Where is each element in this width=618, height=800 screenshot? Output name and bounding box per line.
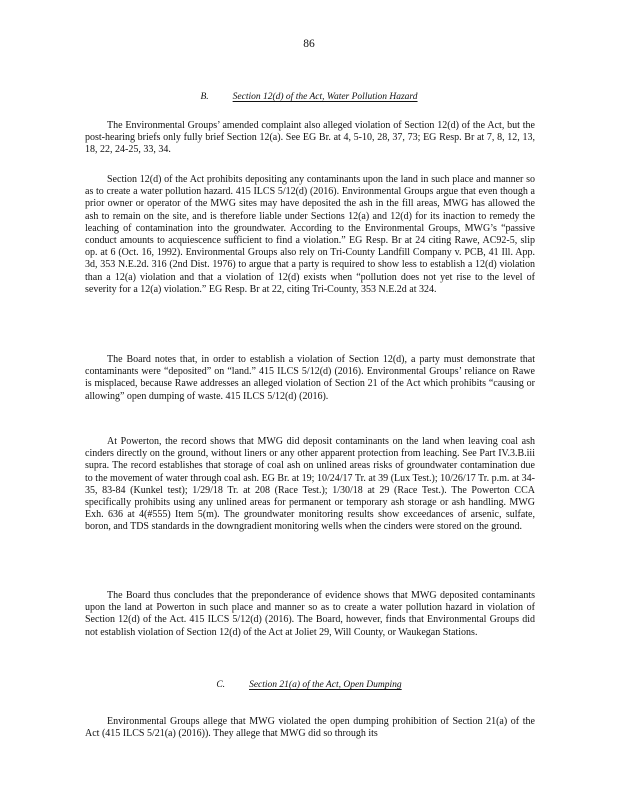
page-number: 86	[303, 38, 315, 50]
paragraph-4-text: At Powerton, the record shows that MWG did deposit contaminants on the land when leaving coal ash cinders directly on the ground, without liners or any other apparent protection from leaching. See Part IV.3.B.iii supra. The record establishes that storage of coal ash on unlined areas risks of groundwater contamination due to the movement of water through coal ash. EG Br. at 19; 10/24/17 Tr. at 39 (Lux Test.); 10/26/17 Tr. p.m. at 34-35, 83-84 (Kunkel test); 1/29/18 Tr. at 208 (Race Test.); 1/30/18 at 29 (Race Test.). The Powerton CCA specifically prohibits using any unlined areas for permanent or temporary ash storage or ash handling. MWG Exh. 636 at 4(#555) Item 5(m). The groundwater monitoring results show exceedances of arsenic, sulfate, boron, and TDS standards in the downgradient monitoring wells when the cinders were stored on the ground.	[85, 436, 535, 533]
paragraph-5	[85, 590, 535, 639]
section-c-letter: C.	[216, 680, 226, 690]
paragraph-4	[85, 436, 535, 534]
section-c-heading	[0, 680, 618, 690]
paragraph-3-text: The Board notes that, in order to establish a violation of Section 12(d), a party must demonstrate that contaminants were “deposited” on “land.” 415 ILCS 5/12(d) (2016). Environmental Groups’ reliance on Rawe is misplaced, because Rawe addresses an alleged violation of Section 21 of the Act which prohibits “causing or allowing” open dumping of waste. 415 ILCS 5/12(d) (2016).	[85, 354, 535, 402]
paragraph-1	[85, 120, 535, 157]
section-c-title: Section 21(a) of the Act, Open Dumping	[249, 680, 402, 690]
paragraph-2-text: Section 12(d) of the Act prohibits depositing any contaminants upon the land in such place and manner so as to create a water pollution hazard. 415 ILCS 5/12(d) (2016). Environmental Groups argue that even though a prior owner or operator of the MWG sites may have deposited the ash in the fill areas, MWG has allowed the ash to remain on the site, and is therefore liable under Sections 12(a) and 12(d) for its inaction to remedy the leaching of contamination into the groundwater. According to the Environmental Groups, MWG’s “passive conduct amounts to acquiescence sufficient to find a violation.” EG Resp. Br at 24 citing Rawe, AC92-5, slip op. at 6 (Oct. 16, 1992). Environmental Groups also rely on Tri-County Landfill Company v. PCB, 41 Ill. App. 3d, 353 N.E.2d. 316 (2nd Dist. 1976) to argue that a party is required to show less to establish a 12(d) violation than a 12(a) violation and that a violation of 12(d) exists when “pollution does not yet rise to the level of severity for a 12(a) violation.” EG Resp. Br at 22, citing Tri-County, 353 N.E.2d at 324.	[85, 174, 535, 295]
section-b-heading	[0, 92, 618, 102]
paragraph-3	[85, 354, 535, 403]
paragraph-1-text: The Environmental Groups’ amended complaint also alleged violation of Section 12(d) of the Act, but the post-hearing briefs only fully brief Section 12(a). See EG Br. at 4, 5-10, 28, 37, 73; EG Resp. Br at 7, 8, 12, 13, 18, 22, 24-25, 33, 34.	[85, 120, 535, 156]
paragraph-6	[85, 716, 535, 740]
section-b-letter: B.	[200, 92, 209, 102]
paragraph-5-text: The Board thus concludes that the preponderance of evidence shows that MWG deposited contaminants upon the land at Powerton in such place and manner so as to create a water pollution hazard in violation of Section 12(d) of the Act. 415 ILCS 5/12(d) (2016). The Board, however, finds that Environmental Groups did not establish violation of Section 12(d) of the Act at Joliet 29, Will County, or Waukegan Stations.	[85, 590, 535, 638]
section-b-title: Section 12(d) of the Act, Water Pollution Hazard	[232, 92, 418, 102]
paragraph-2	[85, 174, 535, 296]
paragraph-6-text: Environmental Groups allege that MWG violated the open dumping prohibition of Section 21(a) of the Act (415 ILCS 5/21(a) (2016)). They allege that MWG did so through its	[85, 716, 535, 740]
